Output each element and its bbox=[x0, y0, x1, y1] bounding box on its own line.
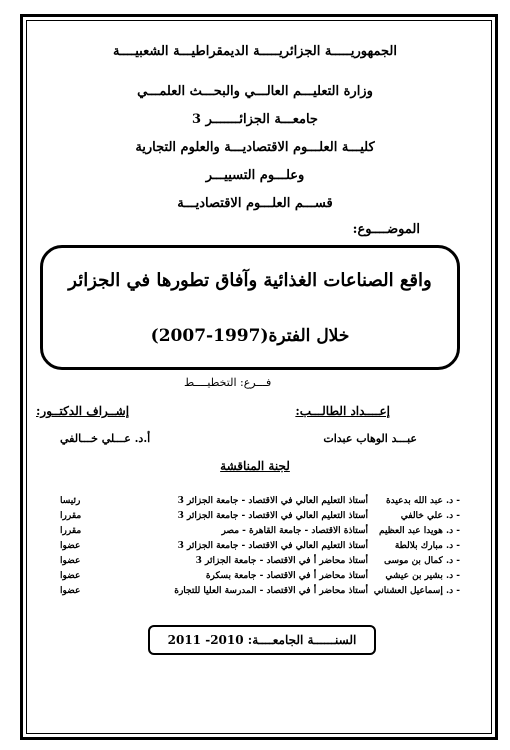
committee-member-role: عضوا bbox=[60, 571, 81, 581]
committee-member-position: أستاذة الاقتصاد - جامعة القاهرة - مصر bbox=[221, 526, 368, 536]
committee-member-role: مقررا bbox=[60, 511, 82, 521]
committee-row bbox=[60, 586, 460, 599]
ministry-header: وزارة التعليـــم العالـــي والبحـــث العلمـــي bbox=[137, 84, 373, 99]
committee-member-position: أستاذ التعليم العالي في الاقتصاد - جامعة الجزائر 3 bbox=[177, 511, 368, 521]
faculty-header: كليـــة العلـــوم الاقتصاديـــة والعلوم التجارية bbox=[135, 140, 375, 155]
committee-member-name: - د. إسماعيل العشناني bbox=[373, 586, 460, 596]
committee-row bbox=[60, 541, 460, 554]
supervisor-label: إشــراف الدكتــور: bbox=[36, 404, 130, 418]
academic-year-box bbox=[148, 625, 376, 655]
committee-member-name: - د. بشير بن عيشي bbox=[385, 571, 460, 581]
committee-member-position: أستاذ محاضر أ في الاقتصاد - جامعة بسكرة bbox=[205, 571, 368, 581]
committee-member-position: أستاذ محاضر أ في الاقتصاد - جامعة الجزائر 3 bbox=[195, 556, 368, 566]
thesis-title: واقع الصناعات الغذائية وآفاق تطورها في الجزائر bbox=[68, 270, 432, 291]
committee-row bbox=[60, 526, 460, 539]
committee-member-role: رئيسا bbox=[60, 496, 81, 506]
committee-member-role: عضوا bbox=[60, 541, 81, 551]
student-name: عبـــد الوهاب عبدات bbox=[323, 432, 417, 445]
supervisor-name: أ.د. عـــلي خـــالفي bbox=[60, 432, 151, 445]
committee-member-position: أستاذ التعليم العالي في الاقتصاد - جامعة الجزائر 3 bbox=[177, 496, 368, 506]
committee-row bbox=[60, 496, 460, 509]
department-header: قســـم العلـــوم الاقتصاديـــة bbox=[177, 196, 333, 211]
committee-member-role: عضوا bbox=[60, 556, 81, 566]
title-box bbox=[40, 245, 460, 370]
prepared-by-label: إعــــداد الطالـــب: bbox=[295, 404, 390, 418]
subject-label: الموضــــوع: bbox=[352, 222, 420, 237]
committee-member-position: أستاذ محاضر أ في الاقتصاد - المدرسة العليا للتجارة bbox=[174, 586, 368, 596]
republic-header: الجمهوريـــــة الجزائريـــــة الديمقراطيـــة الشعبيــــة bbox=[113, 44, 397, 59]
committee-member-role: عضوا bbox=[60, 586, 81, 596]
branch-label: فـــرع: التخطيــــط bbox=[184, 376, 272, 389]
committee-member-name: - د. عبد الله بدعيدة bbox=[385, 496, 460, 506]
faculty-header-cont: وعلـــوم التسييـــر bbox=[205, 168, 305, 183]
committee-row bbox=[60, 556, 460, 569]
thesis-period: خلال الفترة(1997-2007) bbox=[150, 326, 350, 346]
committee-row bbox=[60, 511, 460, 524]
committee-member-name: - د. مبارك بلالطة bbox=[394, 541, 460, 551]
academic-year-label: السنــــــة الجامعــــة: bbox=[247, 633, 357, 647]
committee-member-role: مقررا bbox=[60, 526, 82, 536]
committee-member-position: أستاذ التعليم العالي في الاقتصاد - جامعة الجزائر 3 bbox=[177, 541, 368, 551]
committee-member-name: - د. هويدا عبد العظيم bbox=[378, 526, 460, 536]
committee-row bbox=[60, 571, 460, 584]
university-header: جامعـــة الجزائـــــــر 3 bbox=[192, 112, 318, 127]
committee-member-name: - د. علي خالفي bbox=[400, 511, 460, 521]
committee-title: لجنة المناقشة bbox=[220, 459, 290, 473]
academic-year-value: 2010- 2011 bbox=[167, 633, 244, 647]
committee-member-name: - د. كمال بن موسى bbox=[383, 556, 460, 566]
